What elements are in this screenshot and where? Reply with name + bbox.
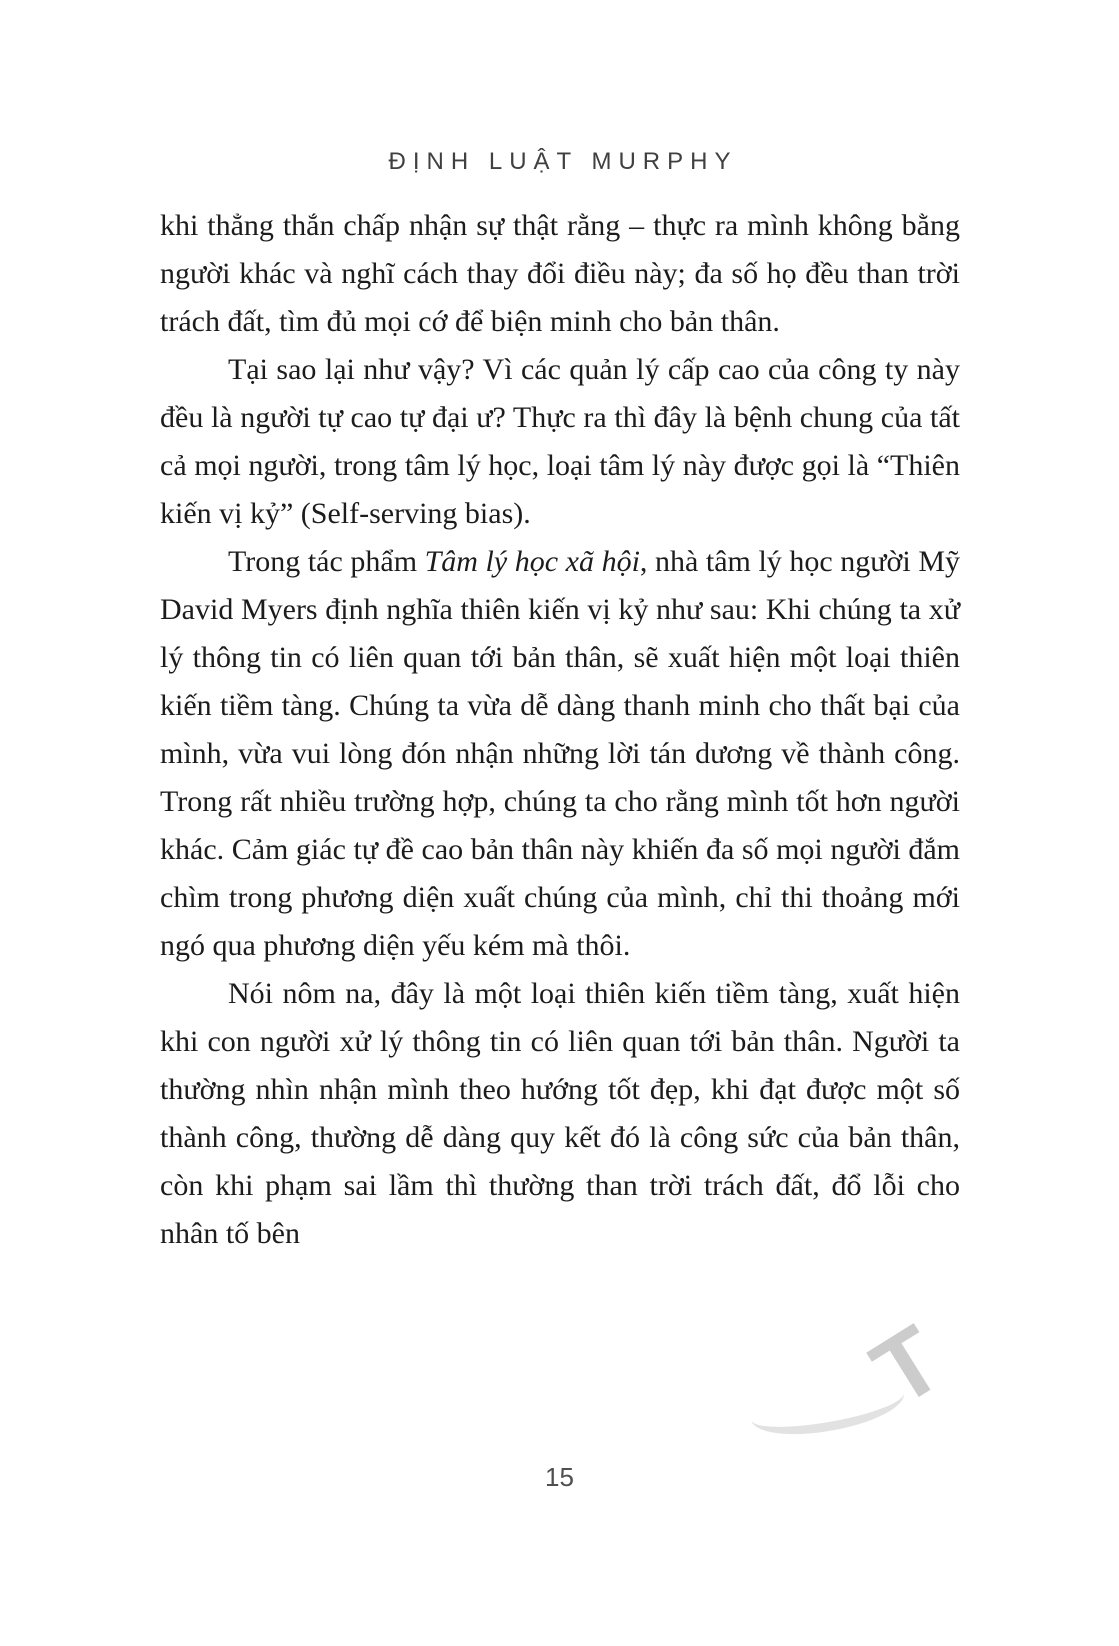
text-segment: , nhà tâm lý học người Mỹ David Myers định nghĩa thiên kiến vị kỷ như sau: Khi chúng ta xử lý thông tin có liên quan tới bản thân, sẽ xuất hiện một loại thiên kiến tiềm tàng. Chúng ta vừa dễ dàng thanh minh cho thất bại của mình, vừa vui lòng đón nhận những lời tán dương về thành công. Trong rất nhiều trường hợp, chúng ta cho rằng mình tốt hơn người khác. Cảm giác tự đề cao bản thân này khiến đa số mọi người đắm chìm trong phương diện xuất chúng của mình, chỉ thi thoảng mới ngó qua phương diện yếu kém mà thôi.: [160, 545, 960, 962]
paragraph: [160, 346, 960, 538]
book-title-italic: Tâm lý học xã hội: [424, 545, 640, 578]
text-segment: khi thẳng thắn chấp nhận sự thật rằng – thực ra mình không bằng người khác và nghĩ cách thay đổi điều này; đa số họ đều than trời trách đất, tìm đủ mọi cớ để biện minh cho bản thân.: [160, 209, 960, 338]
running-head-title: ĐỊNH LUẬT MURPHY: [388, 148, 738, 175]
paragraph: [160, 202, 960, 346]
paragraph: [160, 970, 960, 1258]
watermark-letter: T: [854, 1305, 961, 1427]
paragraph: [160, 538, 960, 970]
text-segment: Trong tác phẩm: [228, 545, 425, 578]
text-block: [160, 202, 960, 1258]
text-segment: Nói nôm na, đây là một loại thiên kiến tiềm tàng, xuất hiện khi con người xử lý thông tin có liên quan tới bản thân. Người ta thường nhìn nhận mình theo hướng tốt đẹp, khi đạt được một số thành công, thường dễ dàng quy kết đó là công sức của bản thân, còn khi phạm sai lầm thì thường than trời trách đất, đổ lỗi cho nhân tố bên: [160, 977, 960, 1250]
text-segment: Tại sao lại như vậy? Vì các quản lý cấp cao của công ty này đều là người tự cao tự đại ư? Thực ra thì đây là bệnh chung của tất cả mọi người, trong tâm lý học, loại tâm lý này được gọi là “Thiên kiến vị kỷ” (Self-serving bias).: [160, 353, 960, 530]
watermark-swoosh-shape: [747, 1369, 908, 1444]
page-number: 15: [545, 1462, 574, 1492]
